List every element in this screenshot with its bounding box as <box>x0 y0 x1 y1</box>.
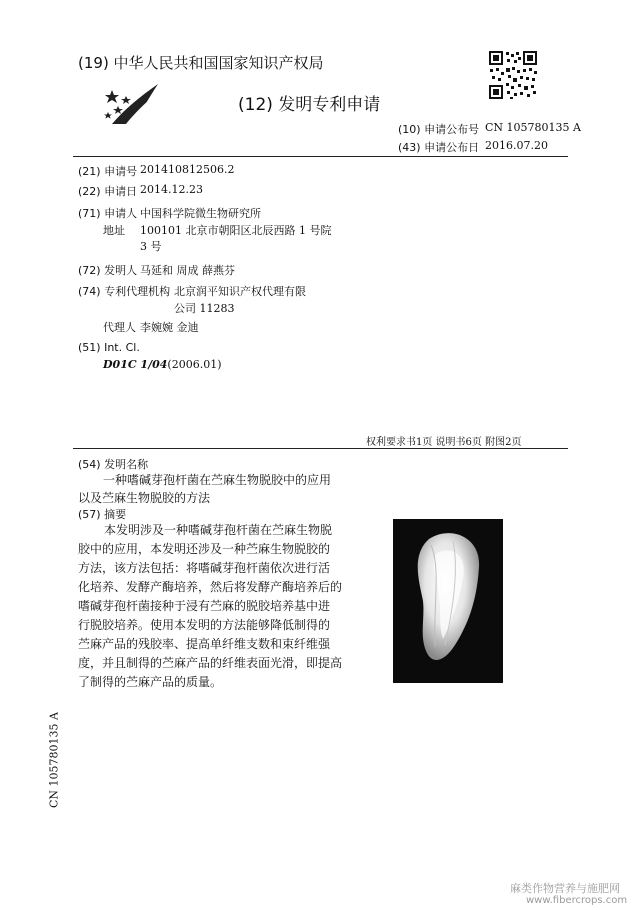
side-publication-number: CN 105780135 A <box>47 712 61 808</box>
int-cl-entry <box>103 358 222 371</box>
application-number-label: (21) 申请号 <box>78 165 138 178</box>
title-line-1: 一种嗜碱芽孢杆菌在苎麻生物脱胶中的应用 <box>103 473 332 487</box>
ramie-fiber-photo <box>393 519 503 683</box>
agency-line-2: 公司 11283 <box>174 302 235 315</box>
agency-label: (74) 专利代理机构 <box>78 285 171 298</box>
abstract-line: 化培养、发酵产酶培养，然后将发酵产酶培养后的 <box>78 580 343 594</box>
abstract-line: 苎麻产品的残胶率、提高单纤维支数和束纤维强 <box>78 637 331 651</box>
document-type: (12) 发明专利申请 <box>238 95 381 115</box>
applicant-label: (71) 申请人 <box>78 207 138 220</box>
abstract-line: 度，并且制得的苎麻产品的纤维表面光滑，即提高 <box>78 656 343 670</box>
title-line-2: 以及苎麻生物脱胶的方法 <box>78 491 211 505</box>
abstract-line: 了制得的苎麻产品的质量。 <box>78 675 223 689</box>
int-cl-date: (2006.01) <box>167 358 222 371</box>
publication-date-label: (43) 申请公布日 <box>398 141 480 154</box>
middle-divider <box>73 448 568 449</box>
office-name: (19) 中华人民共和国国家知识产权局 <box>78 54 324 72</box>
address-label: 地址 <box>103 224 125 237</box>
abstract-text <box>78 521 342 692</box>
inventors: 马延和 周成 薛燕芬 <box>140 264 235 277</box>
address-line-1: 100101 北京市朝阳区北辰西路 1 号院 <box>140 224 332 237</box>
agents: 李婉婉 金迪 <box>140 321 199 334</box>
publication-date: 2016.07.20 <box>485 139 548 152</box>
application-date: 2014.12.23 <box>140 183 203 196</box>
abstract-line: 胶中的应用，本发明还涉及一种苎麻生物脱胶的 <box>78 542 331 556</box>
agency-line-1: 北京润平知识产权代理有限 <box>174 285 306 298</box>
agent-label: 代理人 <box>103 321 136 334</box>
applicant: 中国科学院微生物研究所 <box>140 207 261 220</box>
abstract-line: 方法，该方法包括：将嗜碱芽孢杆菌依次进行活 <box>78 561 331 575</box>
application-date-label: (22) 申请日 <box>78 185 138 198</box>
watermark-title: 麻类作物营养与施肥网 <box>510 882 620 895</box>
abstract-line: 嗜碱芽孢杆菌接种于浸有苎麻的脱胶培养基中进 <box>78 599 331 613</box>
qr-code-icon <box>488 50 538 100</box>
page-counts: 权利要求书1页 说明书6页 附图2页 <box>366 437 522 448</box>
int-cl-code: D01C 1/04 <box>103 358 168 371</box>
abstract-label: (57) 摘要 <box>78 508 127 521</box>
publication-number: CN 105780135 A <box>485 121 581 134</box>
address-line-2: 3 号 <box>140 240 162 253</box>
int-cl-label: (51) Int. Cl. <box>78 341 140 354</box>
publication-number-label: (10) 申请公布号 <box>398 123 480 136</box>
header-divider <box>73 156 568 157</box>
cnipa-logo-icon <box>104 80 164 128</box>
abstract-line: 本发明涉及一种嗜碱芽孢杆菌在苎麻生物脱 <box>104 523 333 537</box>
title-label: (54) 发明名称 <box>78 458 149 471</box>
application-number: 201410812506.2 <box>140 163 235 176</box>
abstract-line: 行脱胶培养。使用本发明的方法能够降低制得的 <box>78 618 331 632</box>
watermark-url: www.fibercrops.com <box>526 895 628 906</box>
inventor-label: (72) 发明人 <box>78 264 138 277</box>
